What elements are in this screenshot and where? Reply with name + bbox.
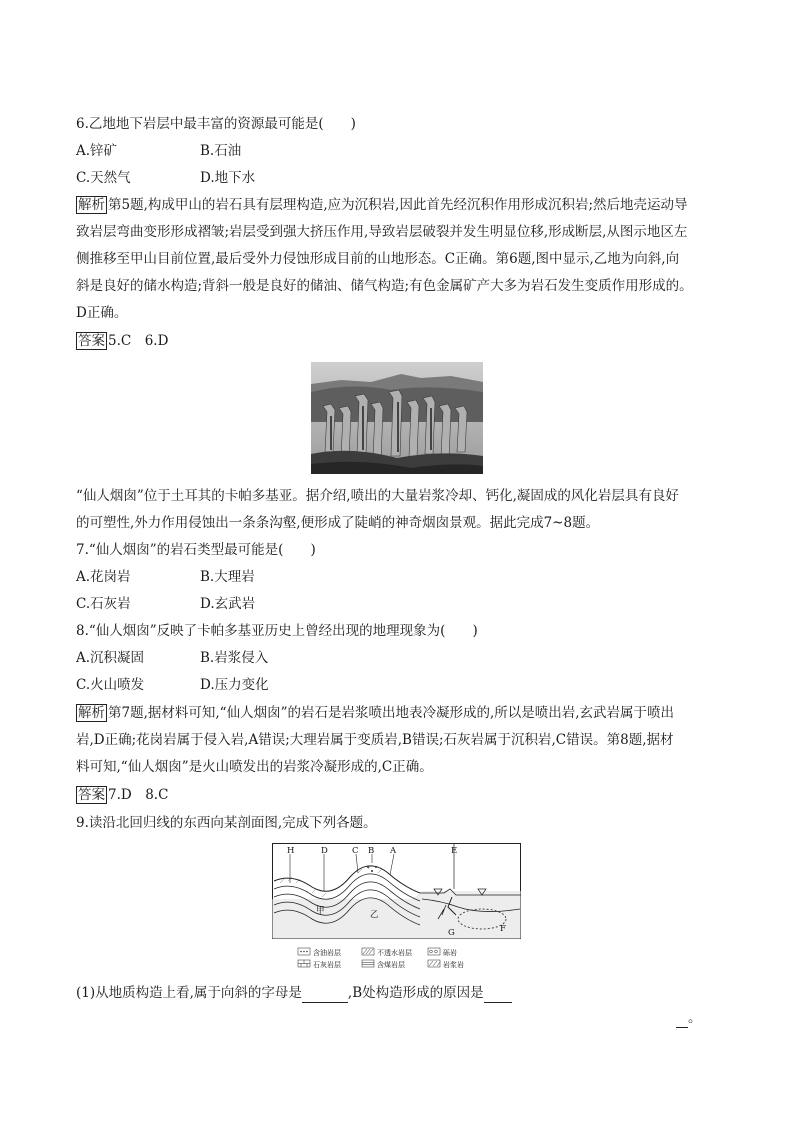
analysis56-line3: 侧推移至甲山目前位置,最后受外力侵蚀形成目前的山地形态。C正确。第6题,图中显示,乙地为向斜,向 — [76, 251, 680, 267]
legend-oil-layer: 含油岩层 — [313, 949, 341, 957]
analysis78-line3: 料可知,“仙人烟囱”是火山喷发出的岩浆冷凝形成的,C正确。 — [76, 759, 433, 775]
answer-label: 答案 — [78, 787, 105, 803]
q6-option-d: D.地下水 — [200, 170, 256, 186]
answer-blank[interactable] — [484, 988, 512, 1003]
fairy-chimneys-photo — [311, 362, 483, 474]
label-g: G — [448, 928, 455, 938]
legend-magmatic-rock: 岩浆岩 — [443, 961, 464, 969]
q6-option-c: C.天然气 — [76, 170, 131, 186]
label-a: A — [390, 846, 397, 856]
analysis78-line2: 岩,D正确;花岗岩属于侵入岩,A错误;大理岩属于变质岩,B错误;石灰岩属于沉积岩,C错误。第8题,据材 — [76, 732, 674, 748]
legend-limestone-layer: 石灰岩层 — [313, 961, 341, 969]
q7-option-d: D.玄武岩 — [200, 596, 256, 612]
label-f: F — [500, 924, 506, 934]
label-d: D — [321, 846, 328, 856]
answer-blank[interactable] — [302, 988, 348, 1003]
label-jia: 甲 — [316, 906, 325, 916]
legend-impermeable-layer: 不透水岩层 — [377, 949, 412, 957]
q6-option-b: B.石油 — [200, 143, 242, 159]
q6-option-a: A.锌矿 — [76, 143, 118, 159]
answer-label: 答案 — [78, 333, 105, 349]
label-b: B — [368, 846, 375, 856]
q9-sub1: (1)从地质构造上看,属于向斜的字母是 ,B处构造形成的原因是 — [76, 983, 512, 1003]
label-c: C — [352, 846, 359, 856]
analysis56-line1: 解析 第5题,构成甲山的岩石具有层理构造,应为沉积岩,因此首先经沉积作用形成沉积岩;然后地壳运动导 — [78, 197, 688, 213]
q9-sub1-continuation: 。 — [676, 1008, 702, 1028]
analysis56-line2: 致岩层弯曲变形形成褶皱;岩层受到强大挤压作用,导致岩层破裂并发生明显位移,形成断层,从图示地区左 — [76, 224, 688, 240]
analysis78-line1: 解析 第7题,据材料可知,“仙人烟囱”的岩石是岩浆喷出地表冷凝形成的,所以是喷出岩,玄武岩属于喷出 — [78, 705, 675, 721]
q9-stem: 9.读沿北回归线的东西向某剖面图,完成下列各题。 — [76, 815, 377, 831]
label-h: H — [287, 846, 295, 856]
label-yi: 乙 — [370, 910, 379, 920]
q7-option-c: C.石灰岩 — [76, 596, 131, 612]
q7-option-a: A.花岗岩 — [76, 569, 131, 585]
analysis-label: 解析 — [78, 705, 105, 721]
answer56: 答案 5.C 6.D — [78, 333, 169, 349]
q8-option-d: D.压力变化 — [200, 677, 269, 693]
q8-option-c: C.火山喷发 — [76, 677, 145, 693]
q8-option-a: A.沉积凝固 — [76, 650, 145, 666]
q7-stem: 7.“仙人烟囱”的岩石类型最可能是( ) — [76, 542, 316, 558]
material78-line1: “仙人烟囱”位于土耳其的卡帕多基亚。据介绍,喷出的大量岩浆冷却、钙化,凝固成的风化岩层具有良好 — [76, 488, 679, 504]
geologic-cross-section — [272, 843, 521, 939]
diagram-legend — [296, 946, 496, 970]
q8-stem: 8.“仙人烟囱”反映了卡帕多基亚历史上曾经出现的地理现象为( ) — [76, 623, 478, 639]
answer-blank[interactable] — [676, 1013, 688, 1028]
answer78: 答案 7.D 8.C — [78, 787, 169, 803]
q6-stem: 6.乙地地下岩层中最丰富的资源最可能是( ) — [76, 116, 356, 132]
legend-conglomerate: 砾岩 — [443, 949, 457, 957]
material78-line2: 的可塑性,外力作用侵蚀出一条条沟壑,便形成了陡峭的神奇烟囱景观。据此完成7~8题。 — [76, 515, 600, 531]
label-e: E — [451, 846, 458, 856]
analysis-label: 解析 — [78, 197, 105, 213]
q8-option-b: B.岩浆侵入 — [200, 650, 269, 666]
analysis56-line5: D正确。 — [76, 305, 128, 321]
q7-option-b: B.大理岩 — [200, 569, 255, 585]
legend-coal-layer: 含煤岩层 — [377, 961, 405, 969]
analysis56-line4: 斜是良好的储水构造;背斜一般是良好的储油、储气构造;有色金属矿产大多为岩石发生变质作用形成的。 — [76, 278, 693, 294]
